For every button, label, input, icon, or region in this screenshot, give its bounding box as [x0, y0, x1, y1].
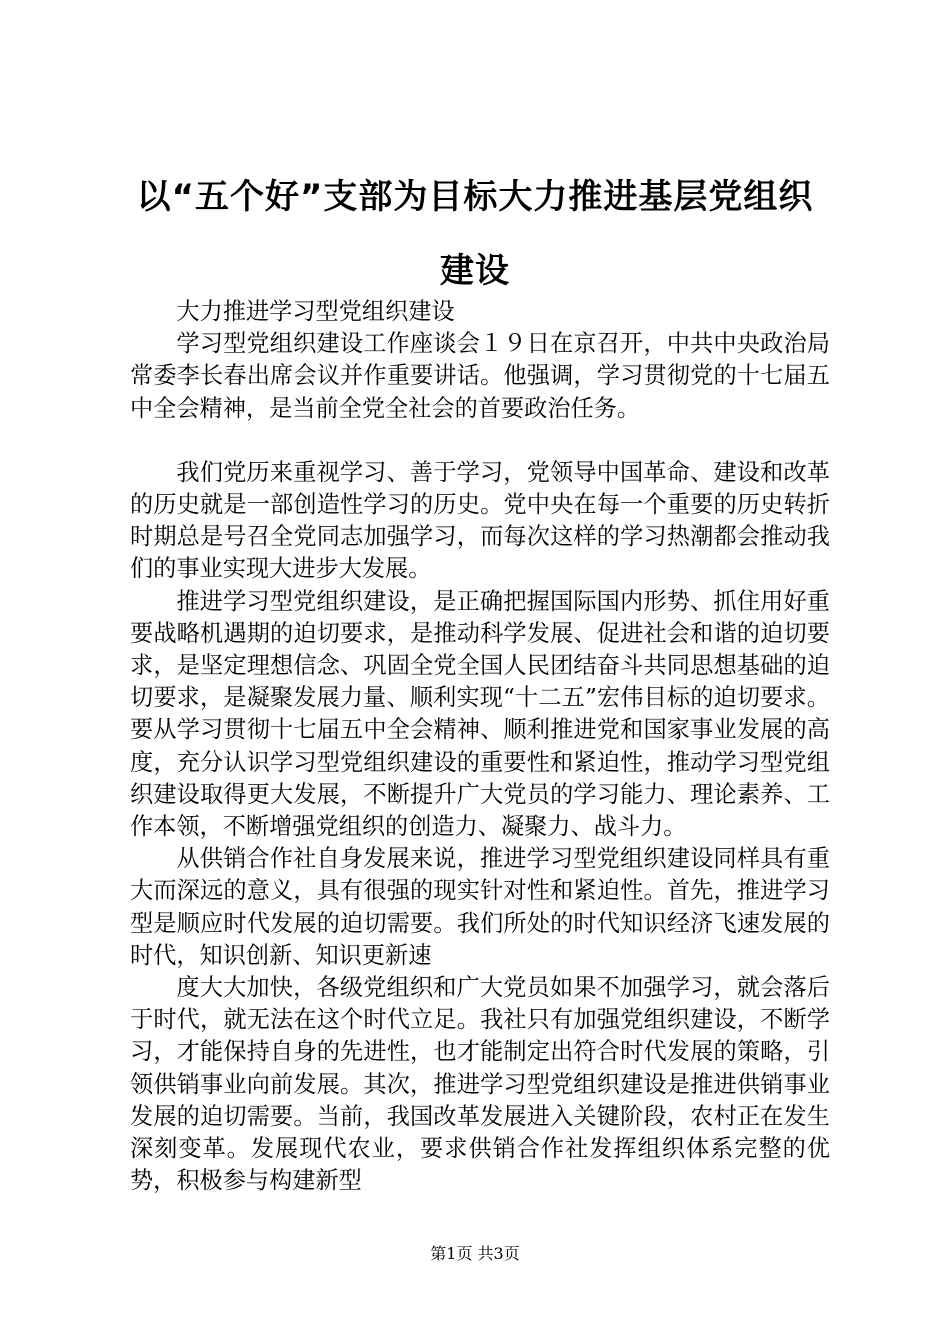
paragraph: 从供销合作社自身发展来说，推进学习型党组织建设同样具有重大而深远的意义，具有很强的现实针对性和紧迫性。首先，推进学习型是顺应时代发展的迫切需要。我们所处的时代知识经济飞速发展的时代，知识创新、知识更新速 [130, 845, 830, 969]
page-number-footer: 第1页 共3页 [430, 1244, 520, 1263]
paragraph: 学习型党组织建设工作座谈会１９日在京召开，中共中央政治局常委李长春出席会议并作重要讲话。他强调，学习贯彻党的十七届五中全会精神，是当前全党全社会的首要政治任务。 [130, 330, 830, 422]
paragraph-subtitle: 大力推进学习型党组织建设 [176, 298, 455, 325]
document-title: 以“五个好”支部为目标大力推进基层党组织建设 [136, 177, 814, 291]
paragraph: 我们党历来重视学习、善于学习，党领导中国革命、建设和改革的历史就是一部创造性学习的历史。党中央在每一个重要的历史转折时期总是号召全党同志加强学习，而每次这样的学习热潮都会推动我们的事业实现大进步大发展。 [130, 458, 830, 583]
paragraph: 度大大加快，各级党组织和广大党员如果不加强学习，就会落后于时代，就无法在这个时代立足。我社只有加强党组织建设，不断学习，才能保持自身的先进性，也才能制定出符合时代发展的策略，引领供销事业向前发展。其次，推进学习型党组织建设是推进供销事业发展的迫切需要。当前，我国改革发展进入关键阶段，农村正在发生深刻变革。发展现代农业，要求供销合作社发挥组织体系完整的优势，积极参与构建新型 [130, 974, 830, 1195]
document-body [130, 296, 830, 1197]
paragraph: 推进学习型党组织建设，是正确把握国际国内形势、抓住用好重要战略机遇期的迫切要求，是推动科学发展、促进社会和谐的迫切要求，是坚定理想信念、巩固全党全国人民团结奋斗共同思想基础的迫切要求，是凝聚发展力量、顺利实现“十二五”宏伟目标的迫切要求。要从学习贯彻十七届五中全会精神、顺利推进党和国家事业发展的高度，充分认识学习型党组织建设的重要性和紧迫性，推动学习型党组织建设取得更大发展，不断提升广大党员的学习能力、理论素养、工作本领，不断增强党组织的创造力、凝聚力、战斗力。 [130, 587, 830, 841]
